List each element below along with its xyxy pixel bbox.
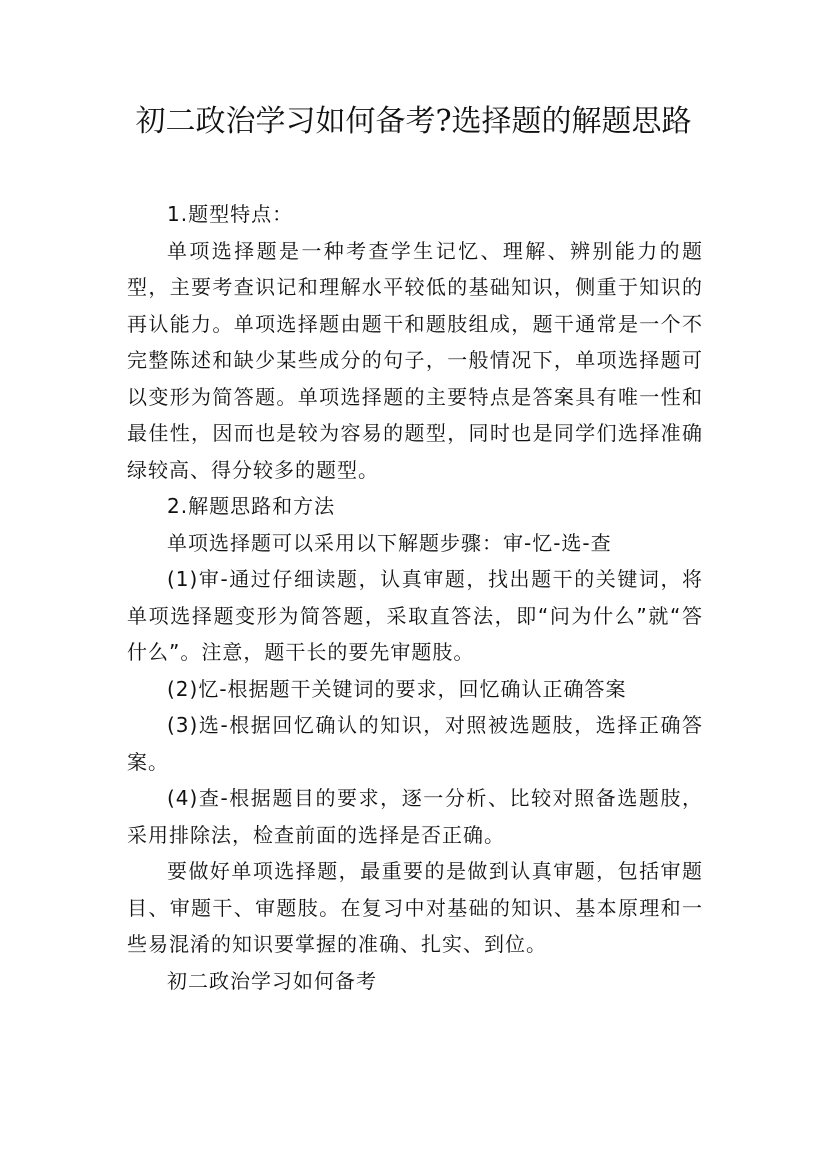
document-title: 初二政治学习如何备考?选择题的解题思路 [135, 104, 692, 139]
paragraph-solving-steps: 单项选择题可以采用以下解题步骤：审-忆-选-查 [167, 530, 612, 555]
paragraph-step-recall: (2)忆-根据题干关键词的要求，回忆确认正确答案 [167, 676, 627, 701]
paragraph-question-type-description: 单项选择题是一种考查学生记忆、理解、辨别能力的题型，主要考查识记和理解水平较低的基础知识，侧重于知识的再认能力。单项选择题由题干和题肢组成，题干通常是一个不完整陈述和缺少某些成分的句子，一般情况下，单项选择题可以变形为简答题。单项选择题的主要特点是答案具有唯一性和最佳性，因而也是较为容易的题型，同时也是同学们选择准确绿较高、得分较多的题型。 [127, 238, 703, 482]
paragraph-step-check: (4)查-根据题目的要求，逐一分析、比较对照备选题肢，采用排除法，检查前面的选择是否正确。 [127, 786, 703, 847]
section-heading-question-type: 1.题型特点： [167, 202, 294, 226]
paragraph-step-select: (3)选-根据回忆确认的知识，对照被选题肢，选择正确答案。 [127, 713, 703, 774]
document-body [127, 196, 703, 999]
paragraph-step-review: (1)审-通过仔细读题，认真审题，找出题干的关键词，将单项选择题变形为简答题，采取直答法，即“问为什么”就“答什么”。注意，题干长的要先审题肢。 [127, 567, 703, 664]
paragraph-advice: 要做好单项选择题，最重要的是做到认真审题，包括审题目、审题干、审题肢。在复习中对基础的知识、基本原理和一些易混淆的知识要掌握的准确、扎实、到位。 [127, 859, 703, 956]
section-heading-solving-method: 2.解题思路和方法 [167, 494, 336, 518]
section-heading-how-to-prepare: 初二政治学习如何备考 [167, 968, 377, 993]
